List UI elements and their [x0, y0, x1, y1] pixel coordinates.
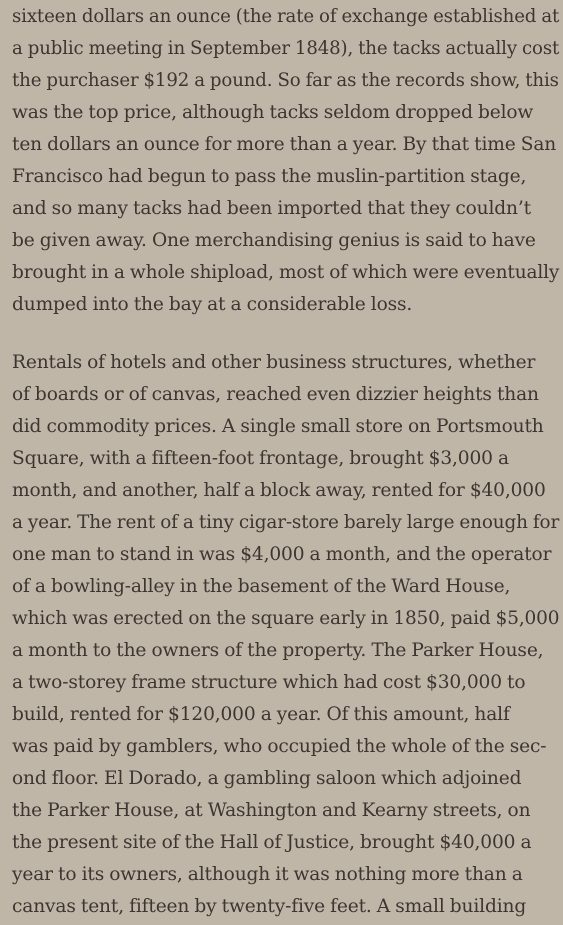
text-line: one man to stand in was $4,000 a month, and the operator [12, 544, 552, 565]
text-line: of boards or of canvas, reached even dizzier heights than [12, 384, 539, 405]
text-line: Rentals of hotels and other business structures, whether [12, 352, 536, 373]
text-line: was paid by gamblers, who occupied the whole of the sec- [12, 736, 547, 757]
text-line: the Parker House, at Washington and Kearny streets, on [12, 800, 531, 821]
text-line: of a bowling-alley in the basement of the Ward House, [12, 576, 511, 597]
text-line: month, and another, half a block away, rented for $40,000 [12, 480, 546, 501]
text-line: the purchaser $192 a pound. So far as the records show, this [12, 70, 559, 91]
text-line: build, rented for $120,000 a year. Of this amount, half [12, 704, 510, 725]
text-line: Francisco had begun to pass the muslin-partition stage, [12, 166, 527, 187]
text-line: did commodity prices. A single small store on Portsmouth [12, 416, 544, 437]
text-line: Square, with a fifteen-foot frontage, brought $3,000 a [12, 448, 509, 469]
text-line: a public meeting in September 1848), the tacks actually cost [12, 38, 560, 59]
text-line: canvas tent, fifteen by twenty-five feet. A small building [12, 896, 527, 917]
text-line: and so many tacks had been imported that they couldn’t [12, 198, 531, 219]
text-line: which was erected on the square early in 1850, paid $5,000 [12, 608, 560, 629]
text-line: ten dollars an ounce for more than a year. By that time San [12, 134, 557, 155]
text-line: ond floor. El Dorado, a gambling saloon which adjoined [12, 768, 522, 789]
text-line: brought in a whole shipload, most of which were eventually [12, 262, 560, 283]
text-line: a month to the owners of the property. The Parker House, [12, 640, 544, 661]
text-line: be given away. One merchandising genius is said to have [12, 230, 536, 251]
text-line: dumped into the bay at a considerable loss. [12, 294, 413, 315]
text-line: the present site of the Hall of Justice, brought $40,000 a [12, 832, 532, 853]
text-line: year to its owners, although it was nothing more than a [12, 864, 523, 885]
text-line: sixteen dollars an ounce (the rate of exchange established at [12, 6, 560, 27]
text-line: a year. The rent of a tiny cigar-store barely large enough for [12, 512, 560, 533]
text-line: a two-storey frame structure which had cost $30,000 to [12, 672, 526, 693]
text-line: was the top price, although tacks seldom dropped below [12, 102, 534, 123]
